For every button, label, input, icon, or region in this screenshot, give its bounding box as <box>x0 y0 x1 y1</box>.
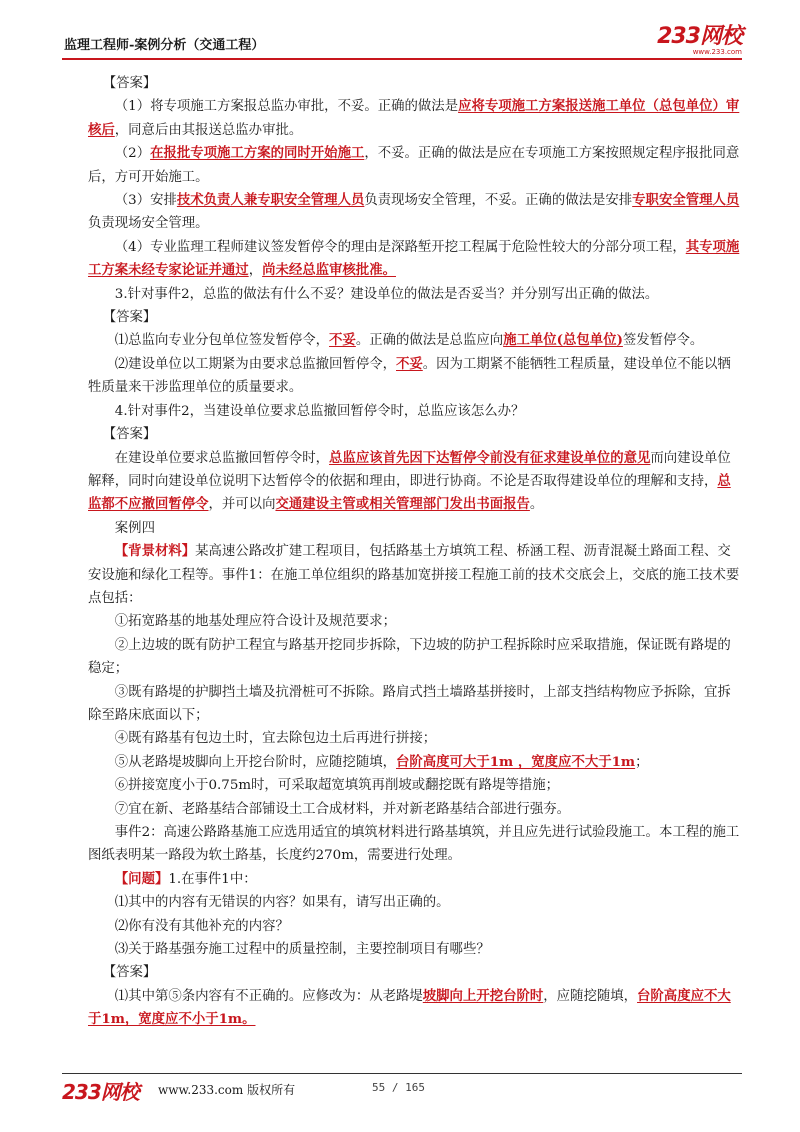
document-body <box>88 72 740 1032</box>
highlight: 在报批专项施工方案的同时开始施工 <box>150 145 365 162</box>
paragraph: 事件2：高速公路路基施工应选用适宜的填筑材料进行路基填筑，并且应先进行试验段施工。本工程的施工图纸表明某一路段为软土路基，长度约270m，需要进行处理。 <box>88 825 740 864</box>
question: 3.针对事件2，总监的做法有什么不妥？建设单位的做法是否妥当？并分别写出正确的做法。 <box>114 286 659 302</box>
background-label: 【背景材料】 <box>114 543 196 560</box>
header-divider <box>62 58 742 60</box>
highlight: 坡脚向上开挖台阶时 <box>422 987 544 1004</box>
highlight: 施工单位(总包单位) <box>503 332 623 349</box>
list-item: ①拓宽路基的地基处理应符合设计及规范要求； <box>114 614 396 630</box>
list-item: ⑦宜在新、老路基结合部铺设土工合成材料，并对新老路基结合部进行强夯。 <box>114 801 571 817</box>
answer-heading: 【答案】 <box>102 76 157 91</box>
list-item: ⑤从老路堤坡脚向上开挖台阶时，应随挖随填，台阶高度可大于1m ，宽度应不大于1m； <box>114 753 649 770</box>
list-item: ⑵你有没有其他补充的内容？ <box>114 918 289 934</box>
list-item: ⑥拼接宽度小于0.75m时，可采取超宽填筑再削坡或翻挖既有路堤等措施； <box>114 778 560 794</box>
paragraph: ⑴其中第⑤条内容有不正确的。应修改为：从老路堤坡脚向上开挖台阶时，应随挖随填，台阶高度应不大于1m，宽度应不小于1m。 <box>88 987 731 1028</box>
paragraph: （1）将专项施工方案报总监办审批，不妥。正确的做法是应将专项施工方案报送施工单位（总包单位）审核后，同意后由其报送总监办审批。 <box>88 98 740 138</box>
highlight: 其专项施工方案未经专家论证并通过 <box>88 238 740 279</box>
brand-logo-text: 233网校 <box>657 24 742 49</box>
paragraph: ⑴总监向专业分包单位签发暂停令，不妥。正确的做法是总监应向施工单位(总包单位)签发暂停令。 <box>114 332 704 349</box>
list-item: ②上边坡的既有防护工程宜与路基开挖同步拆除，下边坡的防护工程拆除时应采取措施，保证既有路堤的稳定； <box>88 637 731 677</box>
section-heading: 案例四 <box>114 520 155 536</box>
highlight: 应将专项施工方案报送施工单位（总包单位）审核后 <box>88 98 740 138</box>
highlight: 不妥 <box>329 332 356 349</box>
highlight: 尚未经总监审核批准。 <box>262 262 396 279</box>
paragraph: 在建设单位要求总监撤回暂停令时，总监应该首先因下达暂停令前没有征求建设单位的意见而向建设单位解释，同时向建设单位说明下达暂停令的依据和理由，即进行协商。不论是否取得建设单位的理解和支持，总监都不应撤回暂停令，并可以向交通建设主管或相关管理部门发出书面报告。 <box>88 449 731 513</box>
answer-heading: 【答案】 <box>102 965 157 981</box>
highlight: 台阶高度可大于1m ，宽度应不大于1m <box>396 753 636 770</box>
question-label: 【问题】 <box>114 870 169 887</box>
answer-heading: 【答案】 <box>102 310 157 326</box>
highlight: 台阶高度应不大于1m，宽度应不小于1m。 <box>88 987 731 1028</box>
question: 【问题】1.在事件1中： <box>114 870 257 887</box>
highlight: 技术负责人兼专职安全管理人员 <box>176 192 365 209</box>
highlight: 总监应该首先因下达暂停令前没有征求建设单位的意见 <box>329 449 651 466</box>
highlight: 专职安全管理人员 <box>632 192 740 209</box>
brand-logo-url: www.233.com <box>692 48 742 56</box>
list-item: ⑴其中的内容有无错误的内容？如果有，请写出正确的。 <box>114 895 450 911</box>
copyright-text: www.233.com 版权所有 <box>158 1083 296 1097</box>
paragraph: ⑵建设单位以工期紧为由要求总监撤回暂停令，不妥。因为工期紧不能牺牲工程质量，建设单位不能以牺牲质量来干涉监理单位的质量要求。 <box>88 355 731 396</box>
paragraph: （3）安排技术负责人兼专职安全管理人员负责现场安全管理，不妥。正确的做法是安排专职安全管理人员负责现场安全管理。 <box>88 192 740 232</box>
paragraph: （4）专业监理工程师建议签发暂停令的理由是深路堑开挖工程属于危险性较大的分部分项工程，其专项施工方案未经专家论证并通过，尚未经总监审核批准。 <box>88 238 740 279</box>
list-item: ⑶关于路基强夯施工过程中的质量控制，主要控制项目有哪些？ <box>114 942 490 958</box>
document-title: 监理工程师-案例分析（交通工程） <box>64 38 265 53</box>
list-item: ④既有路基有包边土时，宜去除包边土后再进行拼接； <box>114 731 437 747</box>
paragraph: （2）在报批专项施工方案的同时开始施工，不妥。正确的做法是应在专项施工方案按照规定程序报批同意后，方可开始施工。 <box>88 145 740 185</box>
list-item: ③既有路堤的护脚挡土墙及抗滑桩可不拆除。路肩式挡土墙路基拼接时，上部支挡结构物应予拆除，宜拆除至路床底面以下； <box>88 684 731 723</box>
footer-divider <box>62 1073 742 1074</box>
page-number: 55 / 165 <box>372 1081 425 1094</box>
answer-heading: 【答案】 <box>102 427 157 443</box>
highlight: 交通建设主管或相关管理部门发出书面报告 <box>275 496 530 513</box>
brand-logo[interactable] <box>657 26 742 56</box>
page-header <box>62 26 742 60</box>
footer-logo[interactable]: 233网校 <box>62 1080 139 1104</box>
highlight: 总监都不应撤回暂停令 <box>88 472 731 513</box>
paragraph: 【背景材料】某高速公路改扩建工程项目，包括路基土方填筑工程、桥涵工程、沥青混凝土路面工程、交安设施和绿化工程等。事件1：在施工单位组织的路基加宽拼接工程施工前的技术交底会上，交底的施工技术要点包括： <box>88 543 740 606</box>
question: 4.针对事件2，当建设单位要求总监撤回暂停令时，总监应该怎么办？ <box>114 403 525 419</box>
highlight: 不妥 <box>396 355 423 372</box>
page-footer <box>62 1076 742 1104</box>
